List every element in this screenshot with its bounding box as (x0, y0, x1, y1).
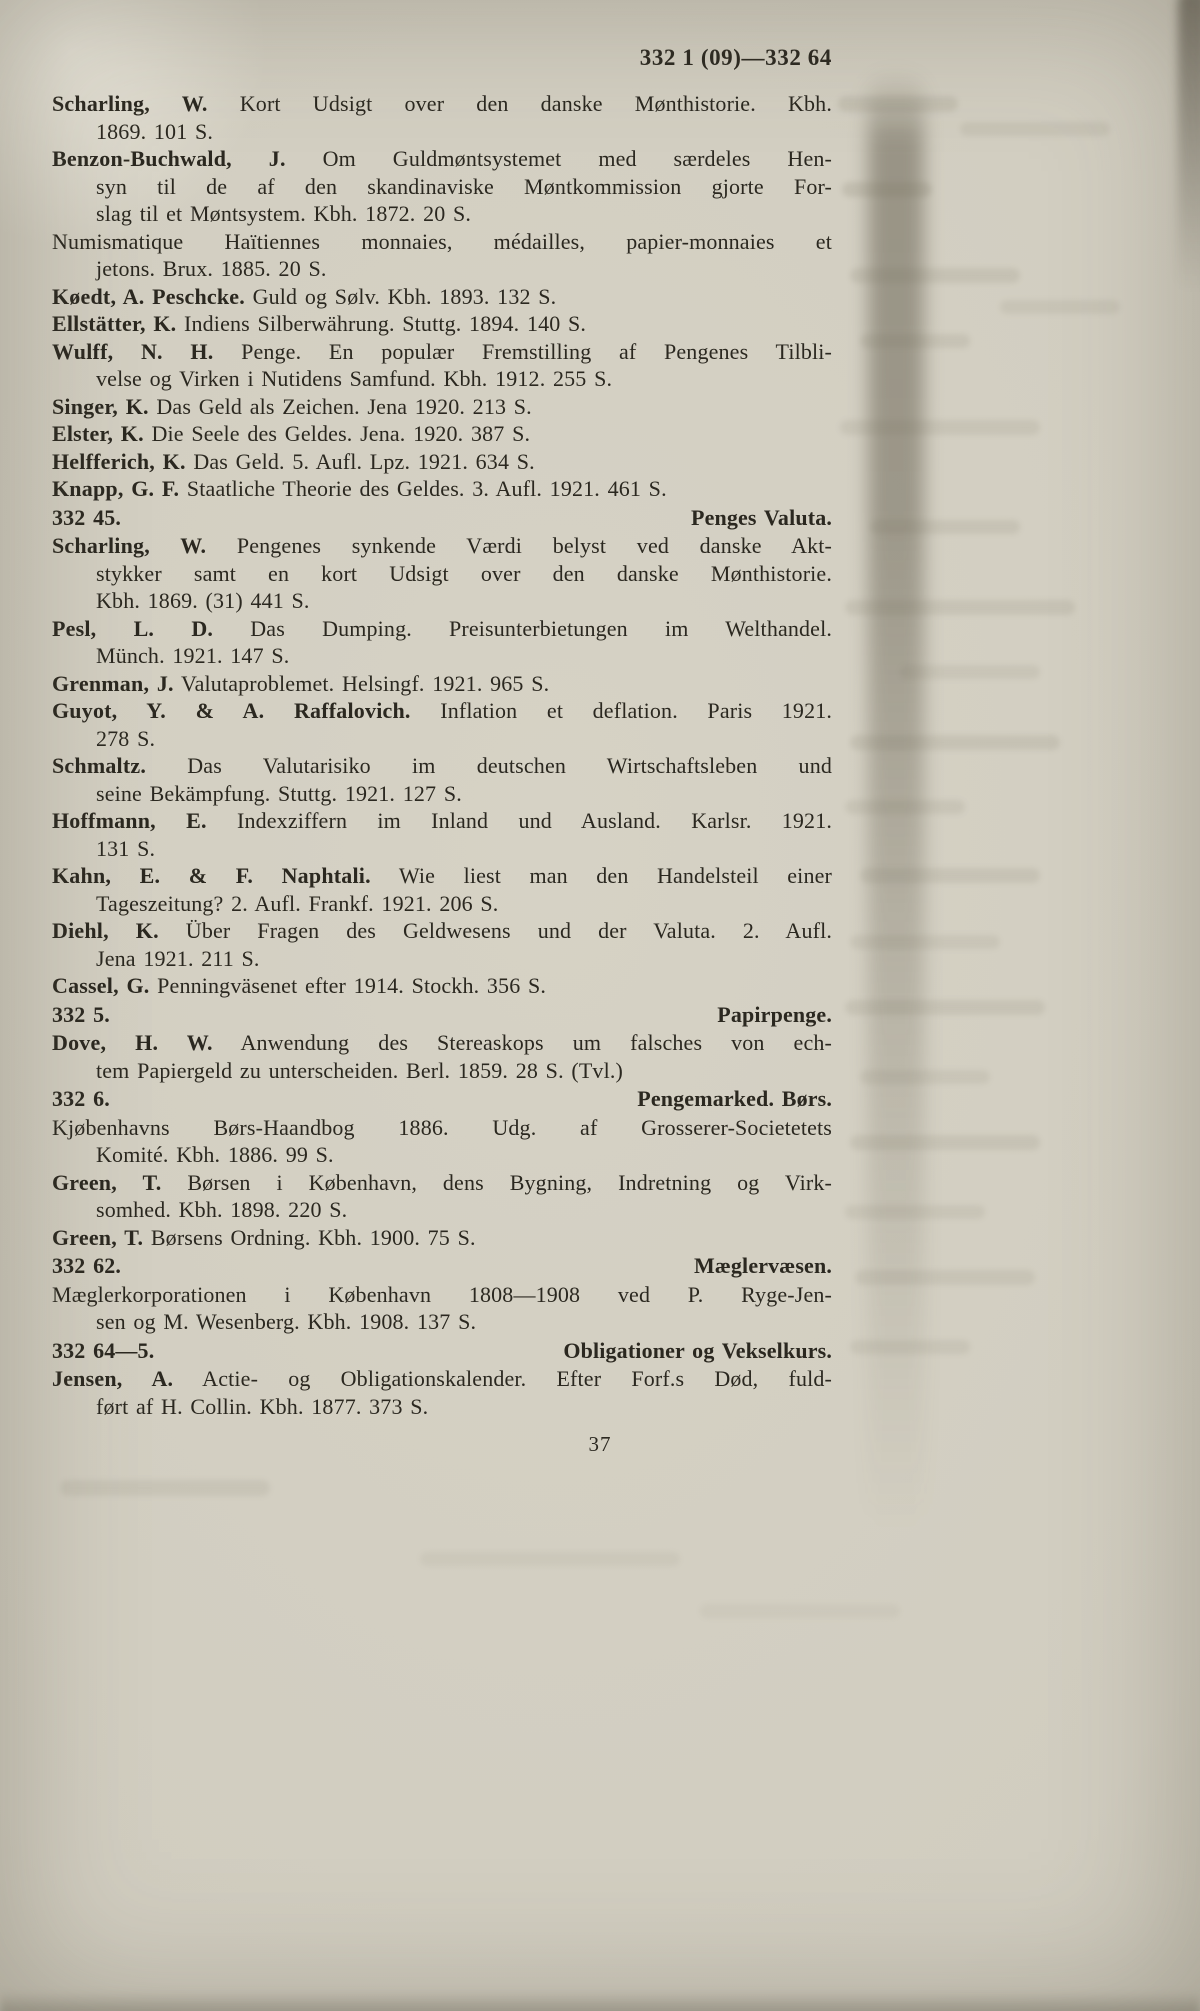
entry-line-text: Kort Udsigt over den danske Mønthistorie. Kbh. (239, 91, 832, 116)
bleedthrough-smudge (860, 334, 970, 348)
entry-line: 131 S. (96, 835, 156, 861)
entry-line: stykker samt en kort Udsigt over den danske Mønthistorie. (96, 560, 832, 586)
entry-line-text: Anwendung des Stereaskops um falsches von ech- (240, 1030, 832, 1055)
catalog-entry (52, 807, 832, 862)
catalog-entry (52, 145, 832, 228)
bleedthrough-smudge (845, 600, 1075, 615)
page-number: 37 (588, 1432, 612, 1456)
entry-author: Køedt, A. Peschcke. (52, 283, 245, 309)
entry-line (52, 1029, 832, 1057)
bleedthrough-smudge (960, 122, 1110, 136)
section-number: 332 6. (52, 1086, 110, 1111)
entry-line: 278 S. (96, 725, 156, 751)
section-title: Obligationer og Vekselkurs. (563, 1337, 832, 1363)
scan-corner-shadow (1178, 0, 1200, 290)
section-title: Penges Valuta. (690, 504, 832, 530)
entry-line: tem Papiergeld zu unterscheiden. Berl. 1859. 28 S. (Tvl.) (96, 1057, 623, 1083)
entry-line (52, 338, 832, 366)
section-number: 332 62. (52, 1253, 122, 1278)
entry-line: somhed. Kbh. 1898. 220 S. (96, 1197, 348, 1222)
catalog-entry (52, 448, 832, 476)
section-number: 332 45. (52, 504, 122, 530)
bleedthrough-smudge (860, 868, 1040, 883)
entry-line-text: Wie liest man den Handelsteil einer (398, 863, 832, 888)
entry-line: sen og M. Wesenberg. Kbh. 1908. 137 S. (96, 1309, 477, 1334)
entry-line (52, 420, 832, 448)
bleedthrough-smudge (850, 268, 1020, 283)
bleedthrough-smudge (842, 182, 932, 197)
entry-author: Grenman, J. (52, 670, 174, 696)
entry-author: Helfferich, K. (52, 448, 186, 474)
page-footer (0, 1432, 1200, 1457)
entry-author: Green, T. (52, 1169, 162, 1195)
entry-line: Kbh. 1869. (31) 441 S. (96, 588, 310, 613)
entry-line (52, 1224, 832, 1252)
entry-line-text: Børsens Ordning. Kbh. 1900. 75 S. (150, 1224, 476, 1250)
entry-line (52, 310, 832, 338)
entry-author: Hoffmann, E. (52, 808, 207, 833)
entry-line (52, 90, 832, 118)
entry-line-text: Penge. En populær Fremstilling af Pengenes Tilbli- (241, 338, 832, 364)
entry-line (52, 448, 832, 476)
entry-line: Tageszeitung? 2. Aufl. Frankf. 1921. 206 S. (96, 890, 499, 916)
bleedthrough-smudge (850, 1135, 1040, 1150)
entry-line (52, 807, 832, 835)
entry-author: Pesl, L. D. (52, 615, 214, 641)
entry-line-text: Das Valutarisiko im deutschen Wirtschaftsleben und (187, 753, 833, 778)
catalog-entry (52, 1224, 832, 1252)
entry-line: velse og Virken i Nutidens Samfund. Kbh. 1912. 255 S. (96, 366, 613, 391)
entry-line-text: Actie- og Obligationskalender. Efter Forf.s Død, fuld- (202, 1366, 832, 1391)
entry-author: Kahn, E. & F. Naphtali. (52, 863, 371, 888)
entry-author: Scharling, W. (52, 533, 207, 558)
entry-author: Schmaltz. (52, 753, 147, 778)
catalog-list (52, 90, 832, 1420)
catalog-entry (52, 752, 832, 807)
entry-line (52, 475, 832, 503)
entry-author: Green, T. (52, 1224, 144, 1250)
catalog-entry (52, 393, 832, 421)
entry-author: Singer, K. (52, 393, 149, 419)
section-heading (52, 504, 832, 532)
entry-line: Mæglerkorporationen i København 1808—1908 ved P. Ryge-Jen- (52, 1281, 832, 1307)
entry-line (52, 283, 832, 311)
section-title: Papirpenge. (717, 1001, 832, 1027)
entry-author: Dove, H. W. (52, 1030, 213, 1055)
entry-line: slag til et Møntsystem. Kbh. 1872. 20 S. (96, 201, 472, 226)
entry-line-text: Om Guldmøntsystemet med særdeles Hen- (322, 146, 832, 171)
bleedthrough-smudge (700, 1604, 900, 1618)
entry-line-text: Pengenes synkende Værdi belyst ved danske Akt- (236, 533, 833, 558)
bleedthrough-smudge (900, 665, 1040, 679)
entry-line-text: Valutaproblemet. Helsingf. 1921. 965 S. (181, 670, 550, 696)
entry-author: Elster, K. (52, 421, 144, 446)
catalog-entry (52, 1281, 832, 1336)
entry-line-text: Penningväsenet efter 1914. Stockh. 356 S. (157, 973, 547, 998)
entry-line (52, 393, 832, 421)
catalog-entry (52, 1169, 832, 1224)
catalog-entry (52, 283, 832, 311)
catalog-entry (52, 532, 832, 615)
scan-bottom-shadow (0, 1991, 1200, 2011)
entry-line-text: Guld og Sølv. Kbh. 1893. 132 S. (252, 283, 557, 309)
entry-line: seine Bekämpfung. Stuttg. 1921. 127 S. (96, 780, 462, 806)
entry-author: Knapp, G. F. (52, 476, 180, 501)
section-title: Mæglervæsen. (693, 1253, 832, 1278)
section-number: 332 64—5. (52, 1337, 155, 1363)
catalog-entry (52, 862, 832, 917)
entry-line: Münch. 1921. 147 S. (96, 643, 290, 668)
entry-line-text: Die Seele des Geldes. Jena. 1920. 387 S. (151, 421, 531, 446)
entry-author: Ellstätter, K. (52, 311, 177, 336)
bleedthrough-smudge (845, 1000, 1045, 1015)
entry-line-text: Børsen i København, dens Bygning, Indretning og Virk- (187, 1169, 832, 1195)
catalog-entry (52, 420, 832, 448)
entry-line-text: Inflation et deflation. Paris 1921. (440, 698, 833, 723)
bleedthrough-smudge (860, 1070, 990, 1084)
entry-line: syn til de af den skandinaviske Møntkommission gjorte For- (96, 173, 832, 199)
entry-line-text: Indexziffern im Inland und Ausland. Karlsr. 1921. (236, 808, 833, 833)
entry-line (52, 670, 832, 698)
bleedthrough-smudge (850, 935, 1000, 949)
section-title: Pengemarked. Børs. (637, 1086, 832, 1111)
entry-author: Scharling, W. (52, 91, 208, 116)
entry-line (52, 972, 832, 1000)
entry-author: Benzon-Buchwald, J. (52, 146, 286, 171)
bleedthrough-smudge (840, 420, 1040, 435)
catalog-entry (52, 475, 832, 503)
section-number: 332 5. (52, 1001, 110, 1027)
catalog-entry (52, 670, 832, 698)
entry-line-text: Indiens Silberwährung. Stuttg. 1894. 140 S. (184, 311, 587, 336)
entry-author: Guyot, Y. & A. Raffalovich. (52, 698, 411, 723)
catalog-entry (52, 338, 832, 393)
entry-line (52, 615, 832, 643)
entry-line (52, 862, 832, 890)
entry-author: Wulff, N. H. (52, 338, 214, 364)
entry-line: Numismatique Haïtiennes monnaies, médailles, papier-monnaies et (52, 228, 832, 254)
entry-line: jetons. Brux. 1885. 20 S. (96, 256, 327, 281)
catalog-entry (52, 90, 832, 145)
entry-author: Cassel, G. (52, 973, 150, 998)
bleedthrough-smudge (870, 520, 1020, 534)
entry-line (52, 1365, 832, 1393)
running-head (52, 44, 832, 71)
entry-line-text: Das Geld als Zeichen. Jena 1920. 213 S. (156, 393, 532, 419)
entry-line: Kjøbenhavns Børs-Haandbog 1886. Udg. af Grosserer-Societetets (52, 1114, 832, 1140)
bleedthrough-smudge (1000, 300, 1120, 314)
catalog-entry (52, 310, 832, 338)
entry-line-text: Staatliche Theorie des Geldes. 3. Aufl. 1921. 461 S. (186, 476, 667, 501)
catalog-entry (52, 1029, 832, 1084)
bleedthrough-smudge (855, 1270, 1035, 1285)
bleedthrough-smudge (850, 1340, 970, 1354)
entry-line (52, 532, 832, 560)
entry-author: Diehl, K. (52, 918, 159, 943)
bleedthrough-smudge (420, 1552, 680, 1566)
entry-author: Jensen, A. (52, 1366, 174, 1391)
entry-line (52, 917, 832, 945)
catalog-entry (52, 228, 832, 283)
entry-line: Jena 1921. 211 S. (96, 945, 260, 971)
catalog-entry (52, 697, 832, 752)
bleedthrough-smudge (845, 1205, 985, 1219)
entry-line (52, 752, 832, 780)
bleedthrough-smudge (845, 800, 965, 814)
entry-line: 1869. 101 S. (96, 118, 214, 144)
classification-range: 332 1 (09)—332 64 (639, 45, 832, 70)
entry-line (52, 697, 832, 725)
entry-line (52, 1169, 832, 1197)
section-heading (52, 1001, 832, 1029)
entry-line-text: Über Fragen des Geldwesens und der Valuta. 2. Aufl. (185, 918, 833, 943)
section-heading (52, 1337, 832, 1365)
entry-line-text: Das Dumping. Preisunterbietungen im Welthandel. (250, 615, 833, 641)
catalog-entry (52, 1114, 832, 1169)
entry-line-text: Das Geld. 5. Aufl. Lpz. 1921. 634 S. (193, 448, 535, 474)
bleedthrough-smudge (838, 96, 958, 112)
entry-line: Komité. Kbh. 1886. 99 S. (96, 1142, 334, 1167)
catalog-entry (52, 615, 832, 670)
section-heading (52, 1252, 832, 1280)
bleedthrough-smudge (850, 735, 1060, 750)
catalog-entry (52, 1365, 832, 1420)
catalog-entry (52, 917, 832, 972)
catalog-entry (52, 972, 832, 1000)
entry-line: ført af H. Collin. Kbh. 1877. 373 S. (96, 1393, 429, 1419)
bleedthrough-smudge (60, 1480, 270, 1496)
entry-line (52, 145, 832, 173)
section-heading (52, 1085, 832, 1113)
